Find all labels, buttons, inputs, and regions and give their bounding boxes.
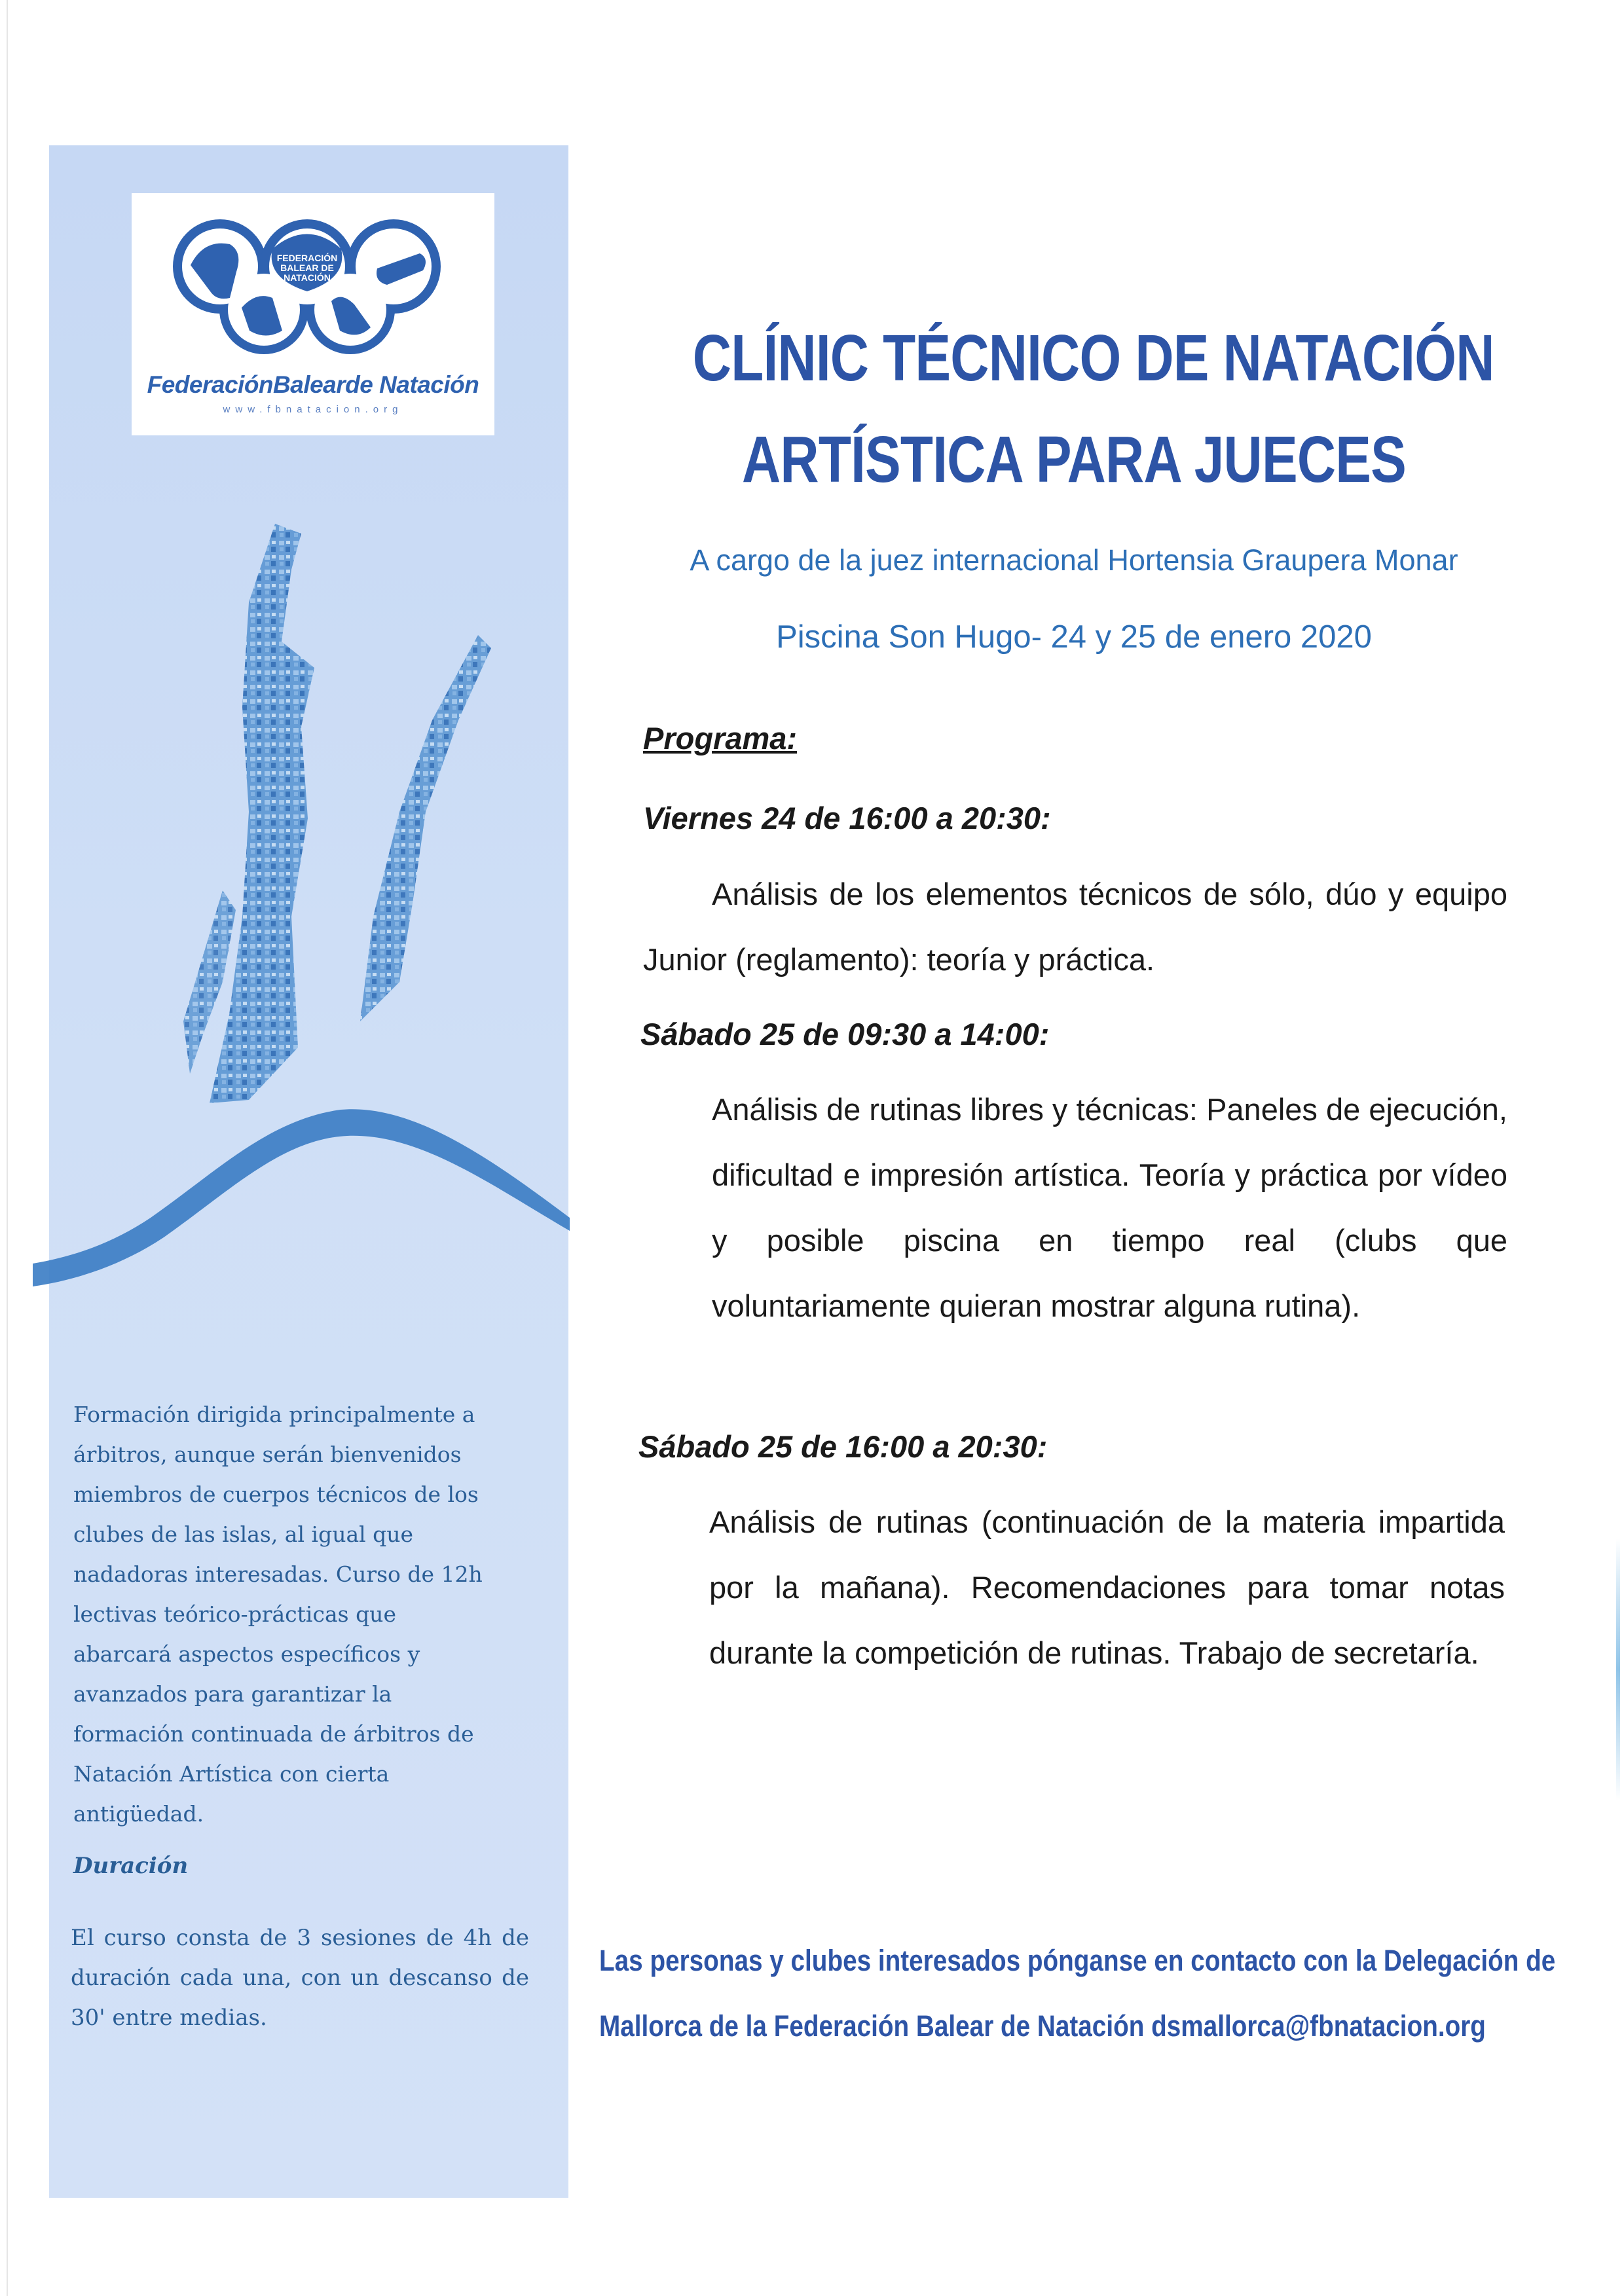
sidebar-intro	[73, 1394, 525, 1834]
intro-line: formación continuada de árbitros de	[73, 1721, 474, 1747]
intro-line: clubes de las islas, al igual que	[73, 1522, 414, 1547]
title-line-2: ARTÍSTICA PARA JUECES	[742, 423, 1406, 496]
intro-line: nadadoras interesadas. Curso de 12h	[73, 1561, 483, 1587]
emblem-text-line1: FEDERACIÓN	[276, 253, 338, 263]
emblem-text-line3: NATACIÓN	[284, 272, 331, 283]
intro-line: lectivas teórico-prácticas que	[73, 1601, 396, 1627]
page-edge-accent	[1616, 1539, 1620, 1800]
session-2-body: Análisis de rutinas libres y técnicas: Paneles de ejecución, dificultad e impresión artística. Teoría y práctica por vídeo y posible piscina en tiempo real (clubs que voluntariamente quieran mostrar alguna rutina).	[712, 1092, 1507, 1323]
page-title	[609, 308, 1539, 511]
program-heading: Programa:	[643, 721, 798, 756]
intro-line: antigüedad.	[73, 1801, 204, 1827]
instructor-subtitle: A cargo de la juez internacional Hortensia Graupera Monar	[690, 543, 1458, 577]
session-3-title: Sábado 25 de 16:00 a 20:30:	[638, 1429, 1048, 1464]
intro-line: Formación dirigida principalmente a	[73, 1402, 475, 1427]
intro-line: Natación Artística con cierta	[73, 1761, 390, 1787]
intro-line: miembros de cuerpos técnicos de los	[73, 1482, 479, 1507]
contact-info	[599, 1928, 1556, 2059]
contact-line-1: Las personas y clubes interesados pónganse en contacto con la Delegación de	[599, 1944, 1556, 1977]
federation-logo	[132, 193, 494, 435]
swimmer-illustration	[33, 511, 570, 1342]
logo-url: www.fbnatacion.org	[223, 404, 403, 415]
page-edge-line	[7, 0, 8, 2296]
intro-line: árbitros, aunque serán bienvenidos	[73, 1442, 462, 1467]
session-2-title: Sábado 25 de 09:30 a 14:00:	[640, 1017, 1050, 1051]
title-line-1: CLÍNIC TÉCNICO DE NATACIÓN	[692, 321, 1494, 395]
intro-line: avanzados para garantizar la	[73, 1681, 392, 1707]
intro-line: abarcará aspectos específicos y	[73, 1641, 420, 1667]
venue-date: Piscina Son Hugo- 24 y 25 de enero 2020	[776, 619, 1372, 655]
session-1-title: Viernes 24 de 16:00 a 20:30:	[643, 801, 1051, 835]
contact-line-2: Mallorca de la Federación Balear de Natación dsmallorca@fbnatacion.org	[599, 2009, 1486, 2043]
olympic-rings-emblem	[132, 193, 494, 370]
session-3-body: Análisis de rutinas (continuación de la materia impartida por la mañana). Recomendaciones para tomar notas durante la competición de rutinas. Trabajo de secretaría.	[709, 1504, 1505, 1670]
emblem-text-line2: BALEAR DE	[280, 263, 334, 273]
logo-name: FederaciónBalearde Natación	[147, 371, 479, 398]
duration-body: El curso consta de 3 sesiones de 4h de duración cada una, con un descanso de 30' entre medias.	[71, 1925, 529, 2031]
duration-heading: Duración	[73, 1853, 189, 1879]
session-1-body: Análisis de los elementos técnicos de sólo, dúo y equipo Junior (reglamento): teoría y práctica.	[643, 877, 1507, 977]
